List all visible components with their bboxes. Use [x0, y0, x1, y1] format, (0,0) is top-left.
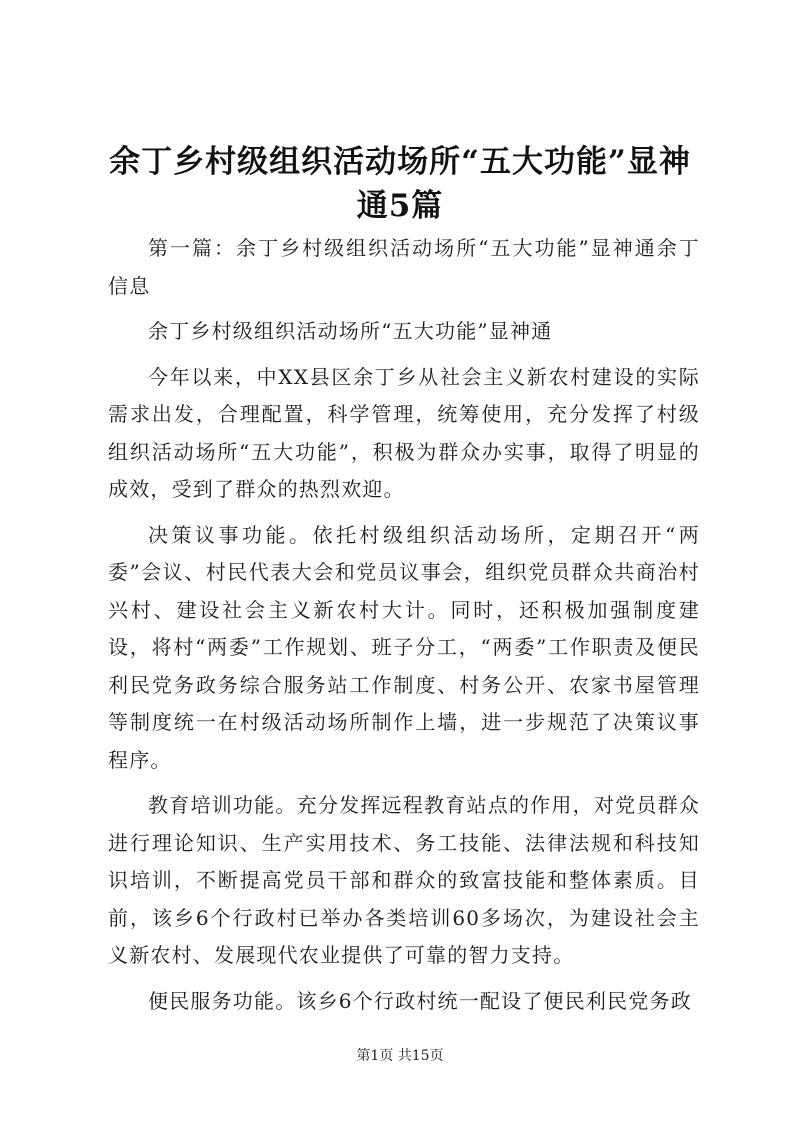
- paragraph-service: 便民服务功能。该乡6个行政村统一配设了便民利民党务政: [148, 988, 692, 1013]
- document-body: [108, 230, 700, 1028]
- paragraph-chapter-heading: 第一篇：余丁乡村级组织活动场所“五大功能”显神通余丁信息: [108, 236, 700, 298]
- document-title: 余丁乡村级组织活动场所“五大功能”显神通5篇: [109, 144, 691, 224]
- paragraph-subtitle: 余丁乡村级组织活动场所“五大功能”显神通: [148, 319, 553, 343]
- paragraph-education: 教育培训功能。充分发挥远程教育站点的作用，对党员群众进行理论知识、生产实用技术、务工技能、法律法规和科技知识培训，不断提高党员干部和群众的致富技能和整体素质。目前，该乡6个行政村已举办各类培训60多场次，为建设社会主义新农村、发展现代农业提供了可靠的智力支持。: [108, 793, 700, 967]
- paragraph-decision: 决策议事功能。依托村级组织活动场所，定期召开“两委”会议、村民代表大会和党员议事会，组织党员群众共商治村兴村、建设社会主义新农村大计。同时，还积极加强制度建设，将村“两委”工作规划、班子分工，“两委”工作职责及便民利民党务政务综合服务站工作制度、村务公开、农家书屋管理等制度统一在村级活动场所制作上墙，进一步规范了决策议事程序。: [108, 522, 700, 772]
- page-footer: 第1页 共15页: [356, 1048, 444, 1064]
- paragraph-intro: 今年以来，中XX县区余丁乡从社会主义新农村建设的实际需求出发，合理配置，科学管理，统筹使用，充分发挥了村级组织活动场所“五大功能”，积极为群众办实事，取得了明显的成效，受到了群众的热烈欢迎。: [108, 364, 700, 501]
